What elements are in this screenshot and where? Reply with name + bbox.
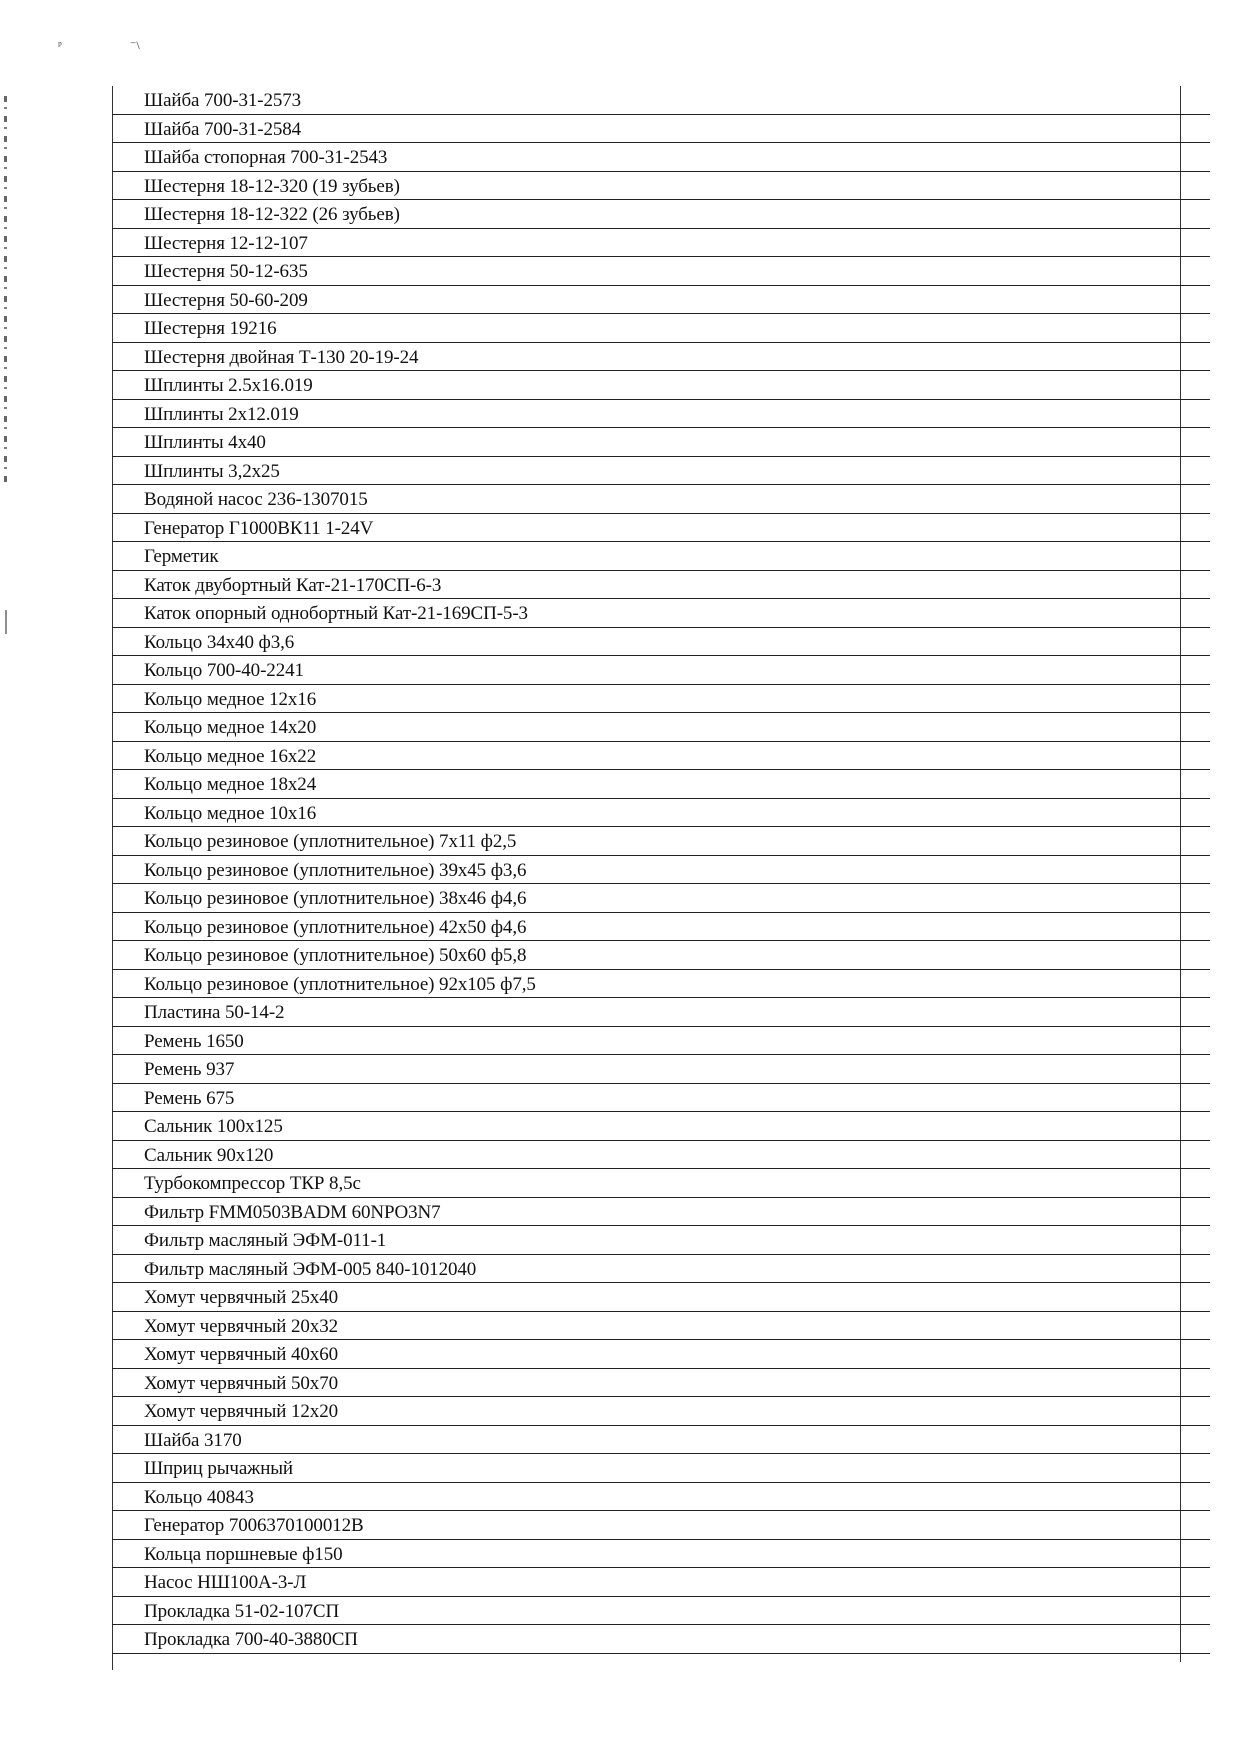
table-row (112, 1540, 1210, 1569)
table-row (112, 1255, 1210, 1284)
table-row (112, 1597, 1210, 1626)
table-row (112, 1226, 1210, 1255)
item-name-cell: Каток опорный однобортный Кат-21-169СП-5-3 (144, 603, 528, 624)
item-name-cell: Ремень 937 (144, 1059, 235, 1080)
item-name-cell: Кольцо медное 14х20 (144, 717, 317, 738)
parts-list-table (112, 86, 1212, 1654)
item-name-cell: Генератор Г1000ВК11 1-24V (144, 517, 374, 539)
scan-mark-1: ᵖ (58, 38, 62, 52)
item-name-cell: Шплинты 4х40 (144, 432, 266, 453)
table-row (112, 1055, 1210, 1084)
item-name-cell: Шестерня 18-12-322 (26 зубьев) (144, 204, 400, 225)
table-row (112, 1483, 1210, 1512)
item-name-cell: Кольцо 34х40 ф3,6 (144, 631, 295, 653)
table-row (112, 257, 1210, 286)
table-row (112, 913, 1210, 942)
item-name-cell: Кольцо резиновое (уплотнительное) 7х11 ф2,5 (144, 831, 517, 852)
table-row (112, 685, 1210, 714)
item-name-cell: Кольцо медное 16х22 (144, 745, 317, 767)
item-name-cell: Кольцо резиновое (уплотнительное) 50х60 ф5,8 (144, 945, 527, 966)
scan-mark-2: ⁻\ (130, 38, 140, 52)
item-name-cell: Шплинты 2.5х16.019 (144, 375, 313, 396)
item-name-cell: Кольцо 40843 (144, 1486, 254, 1508)
table-row (112, 1169, 1210, 1198)
item-name-cell: Хомут червячный 25х40 (144, 1287, 338, 1308)
table-row (112, 656, 1210, 685)
item-name-cell: Кольцо медное 12х16 (144, 688, 317, 710)
table-row (112, 827, 1210, 856)
item-name-cell: Фильтр масляный ЭФМ-005 840-1012040 (144, 1258, 477, 1280)
item-name-cell: Кольцо резиновое (уплотнительное) 38х46 ф4,6 (144, 888, 527, 909)
table-row (112, 1625, 1210, 1654)
item-name-cell: Шприц рычажный (144, 1458, 294, 1479)
item-name-cell: Водяной насос 236-1307015 (144, 489, 368, 510)
item-name-cell: Турбокомпрессор ТКР 8,5с (144, 1173, 361, 1194)
table-row (112, 457, 1210, 486)
table-row (112, 172, 1210, 201)
item-name-cell: Герметик (144, 546, 219, 567)
item-name-cell: Шплинты 3,2х25 (144, 460, 280, 482)
table-row (112, 428, 1210, 457)
table-row (112, 400, 1210, 429)
table-row (112, 371, 1210, 400)
table-row (112, 286, 1210, 315)
table-row (112, 86, 1210, 115)
table-row (112, 998, 1210, 1027)
table-row (112, 1141, 1210, 1170)
item-name-cell: Хомут червячный 20х32 (144, 1315, 338, 1337)
item-name-cell: Прокладка 700-40-3880СП (144, 1629, 358, 1650)
item-name-cell: Кольцо медное 10х16 (144, 802, 317, 824)
item-name-cell: Шайба 700-31-2573 (144, 90, 302, 111)
table-row (112, 1568, 1210, 1597)
item-name-cell: Насос НШ100А-3-Л (144, 1572, 307, 1593)
item-name-cell: Кольцо резиновое (уплотнительное) 39х45 ф3,6 (144, 859, 527, 881)
table-row (112, 514, 1210, 543)
table-row (112, 1112, 1210, 1141)
table-row (112, 1198, 1210, 1227)
table-row (112, 115, 1210, 144)
table-row (112, 713, 1210, 742)
table-row (112, 143, 1210, 172)
item-name-cell: Шайба стопорная 700-31-2543 (144, 147, 388, 168)
table-row (112, 314, 1210, 343)
table-row (112, 1283, 1210, 1312)
table-row (112, 542, 1210, 571)
table-row (112, 229, 1210, 258)
item-name-cell: Кольцо 700-40-2241 (144, 660, 304, 681)
item-name-cell: Прокладка 51-02-107СП (144, 1600, 340, 1622)
table-row (112, 941, 1210, 970)
table-row (112, 1027, 1210, 1056)
table-row (112, 1454, 1210, 1483)
table-row (112, 799, 1210, 828)
table-row (112, 599, 1210, 628)
table-row (112, 485, 1210, 514)
item-name-cell: Кольцо резиновое (уплотнительное) 42х50 ф4,6 (144, 916, 527, 938)
item-name-cell: Ремень 675 (144, 1087, 235, 1109)
item-name-cell: Кольцо резиновое (уплотнительное) 92х105 ф7,5 (144, 973, 536, 995)
item-name-cell: Хомут червячный 40х60 (144, 1344, 338, 1365)
item-name-cell: Шайба 3170 (144, 1429, 242, 1451)
table-row (112, 970, 1210, 999)
item-name-cell: Шестерня двойная Т-130 20-19-24 (144, 346, 419, 368)
item-name-cell: Шестерня 19216 (144, 318, 277, 339)
item-name-cell: Фильтр FMM0503BADM 60NPO3N7 (144, 1201, 441, 1223)
table-row (112, 856, 1210, 885)
table-row (112, 770, 1210, 799)
table-row (112, 1511, 1210, 1540)
table-row (112, 571, 1210, 600)
table-row (112, 1369, 1210, 1398)
table-row (112, 1084, 1210, 1113)
item-name-cell: Сальник 100х125 (144, 1116, 283, 1137)
item-name-cell: Шестерня 50-12-635 (144, 261, 308, 282)
item-name-cell: Сальник 90х120 (144, 1144, 274, 1166)
item-name-cell: Хомут червячный 12х20 (144, 1401, 338, 1422)
table-row (112, 628, 1210, 657)
item-name-cell: Шестерня 18-12-320 (19 зубьев) (144, 175, 400, 197)
item-name-cell: Кольца поршневые ф150 (144, 1543, 343, 1565)
table-row (112, 742, 1210, 771)
item-name-cell: Каток двубортный Кат-21-170СП-6-3 (144, 574, 442, 596)
binder-edge-mark (4, 96, 7, 486)
table-row (112, 1312, 1210, 1341)
item-name-cell: Хомут червячный 50х70 (144, 1372, 338, 1394)
item-name-cell: Генератор 7006370100012В (144, 1515, 364, 1536)
table-row (112, 343, 1210, 372)
item-name-cell: Кольцо медное 18х24 (144, 774, 317, 795)
item-name-cell: Шестерня 50-60-209 (144, 289, 308, 311)
item-name-cell: Ремень 1650 (144, 1030, 244, 1052)
table-row (112, 884, 1210, 913)
item-name-cell: Фильтр масляный ЭФМ-011-1 (144, 1230, 387, 1251)
binder-edge-mark-2 (5, 610, 7, 634)
item-name-cell: Шплинты 2х12.019 (144, 403, 299, 425)
table-row (112, 200, 1210, 229)
table-row (112, 1340, 1210, 1369)
item-name-cell: Шайба 700-31-2584 (144, 118, 302, 140)
item-name-cell: Пластина 50-14-2 (144, 1002, 285, 1023)
table-row (112, 1426, 1210, 1455)
item-name-cell: Шестерня 12-12-107 (144, 232, 308, 254)
table-row (112, 1397, 1210, 1426)
